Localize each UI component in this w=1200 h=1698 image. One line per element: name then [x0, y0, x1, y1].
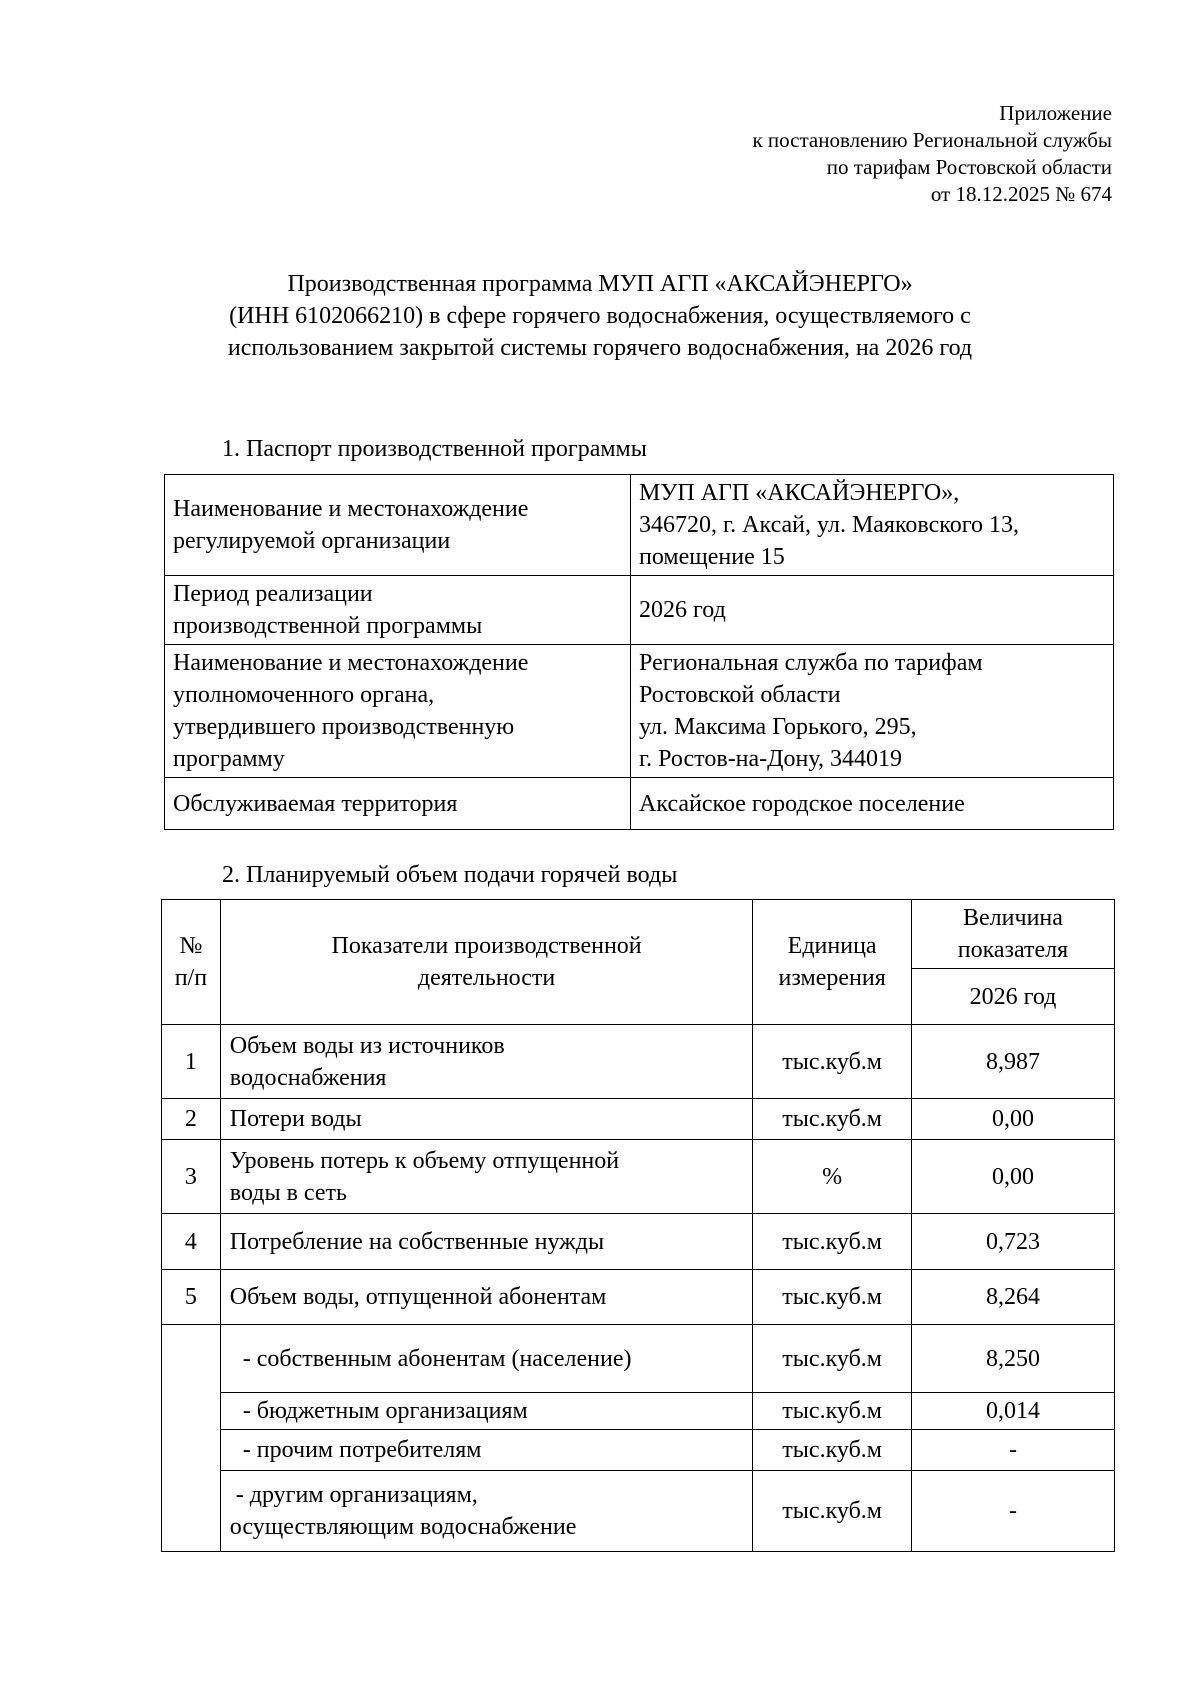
row-value: 0,00	[911, 1140, 1114, 1214]
cell-line: осуществляющим водоснабжение	[229, 1514, 577, 1540]
cell-line: Потери воды	[229, 1106, 362, 1132]
cell-line: - бюджетным организациям	[236, 1398, 528, 1424]
cell-line: Ростовской области	[639, 682, 841, 708]
cell-line: Наименование и местонахождение	[173, 496, 529, 522]
subrow-indicator	[220, 1393, 753, 1430]
cell-line: программу	[173, 746, 285, 772]
cell-line: помещение 15	[639, 544, 785, 570]
row-unit: тыс.куб.м	[753, 1270, 912, 1325]
row-indicator	[220, 1214, 753, 1270]
row-indicator	[220, 1099, 753, 1140]
table-subrow	[162, 1471, 1115, 1552]
cell-line: - другим организациям,	[229, 1482, 478, 1508]
cell-line: Уровень потерь к объему отпущенной	[229, 1147, 620, 1174]
row-value: 0,00	[911, 1099, 1114, 1140]
table-row	[162, 1214, 1115, 1270]
row-value: 8,264	[911, 1270, 1114, 1325]
cell-line: - собственным абонентам (население)	[236, 1345, 632, 1372]
cell-line: 346720, г. Аксай, ул. Маяковского 13,	[639, 512, 1019, 538]
table-row	[165, 778, 1114, 830]
appendix-line: по тарифам Ростовской области	[826, 155, 1112, 179]
table-row	[165, 475, 1114, 576]
cell-line: Величина	[963, 905, 1063, 931]
cell-line: МУП АГП «АКСАЙЭНЕРГО»,	[639, 480, 960, 506]
cell-line: Период реализации	[173, 581, 373, 607]
cell-line: деятельности	[417, 965, 556, 991]
subrow-indicator	[220, 1325, 753, 1393]
title-line: использованием закрытой системы горячего водоснабжения, на 2026 год	[227, 335, 973, 361]
subrow-unit: тыс.куб.м	[753, 1393, 912, 1430]
header-num	[162, 900, 221, 1025]
cell-line: Показатели производственной	[331, 933, 642, 959]
passport-label	[165, 645, 631, 778]
table-subrow	[162, 1430, 1115, 1471]
cell-line: Объем воды, отпущенной абонентам	[229, 1284, 607, 1310]
cell-line: 2026 год	[639, 597, 726, 623]
cell-line: показателя	[957, 937, 1069, 963]
table-row	[162, 1270, 1115, 1325]
table-subrow	[162, 1393, 1115, 1430]
passport-label	[165, 576, 631, 645]
empty-num-cell	[162, 1325, 221, 1552]
title-line: (ИНН 6102066210) в сфере горячего водоснабжения, осуществляемого с	[229, 303, 971, 329]
cell-line: Потребление на собственные нужды	[229, 1228, 605, 1255]
subrow-indicator	[220, 1430, 753, 1471]
section-1-title: 1. Паспорт производственной программы	[222, 436, 647, 462]
passport-value	[631, 475, 1114, 576]
subrow-value: 8,250	[911, 1325, 1114, 1393]
row-value: 0,723	[911, 1214, 1114, 1270]
table-row	[165, 645, 1114, 778]
cell-line: ул. Максима Горького, 295,	[639, 714, 917, 740]
passport-label	[165, 475, 631, 576]
row-indicator	[220, 1140, 753, 1214]
section-2-title: 2. Планируемый объем подачи горячей воды	[222, 862, 678, 888]
appendix-line: к постановлению Региональной службы	[752, 128, 1112, 152]
cell-line: Объем воды из источников	[229, 1032, 505, 1059]
header-year: 2026 год	[911, 969, 1114, 1025]
row-unit: %	[753, 1140, 912, 1214]
cell-line: Единица	[787, 933, 877, 959]
row-indicator	[220, 1025, 753, 1099]
table-header-row	[162, 900, 1115, 969]
row-num: 5	[162, 1270, 221, 1325]
passport-label	[165, 778, 631, 830]
document-title	[150, 268, 1050, 364]
water-volume-table	[161, 899, 1115, 1552]
passport-value	[631, 645, 1114, 778]
cell-line: №	[179, 933, 203, 959]
title-line: Производственная программа МУП АГП «АКСАЙЭНЕРГО»	[287, 271, 913, 297]
cell-line: г. Ростов-на-Дону, 344019	[639, 746, 902, 772]
cell-line: Региональная служба по тарифам	[639, 650, 983, 676]
table-subrow	[162, 1325, 1115, 1393]
subrow-value: 0,014	[911, 1393, 1114, 1430]
cell-line: воды в сеть	[229, 1179, 347, 1206]
cell-line: Наименование и местонахождение	[173, 650, 529, 676]
appendix-line: от 18.12.2025 № 674	[930, 182, 1112, 206]
header-unit	[753, 900, 912, 1025]
row-num: 3	[162, 1140, 221, 1214]
row-unit: тыс.куб.м	[753, 1214, 912, 1270]
cell-line: Обслуживаемая территория	[173, 790, 458, 817]
cell-line: измерения	[778, 965, 886, 991]
subrow-indicator	[220, 1471, 753, 1552]
cell-line: производственной программы	[173, 613, 483, 639]
row-value: 8,987	[911, 1025, 1114, 1099]
subrow-unit: тыс.куб.м	[753, 1430, 912, 1471]
passport-table	[164, 474, 1114, 830]
table-row	[162, 1140, 1115, 1214]
row-indicator	[220, 1270, 753, 1325]
header-indicator	[220, 900, 753, 1025]
cell-line: водоснабжения	[229, 1064, 387, 1091]
row-num: 2	[162, 1099, 221, 1140]
table-row	[165, 576, 1114, 645]
cell-line: регулируемой организации	[173, 528, 451, 554]
cell-line: уполномоченного органа,	[173, 682, 435, 708]
cell-line: п/п	[174, 965, 208, 991]
appendix-line: Приложение	[999, 101, 1112, 125]
passport-value	[631, 778, 1114, 830]
subrow-unit: тыс.куб.м	[753, 1471, 912, 1552]
subrow-value: -	[911, 1430, 1114, 1471]
row-unit: тыс.куб.м	[753, 1099, 912, 1140]
subrow-unit: тыс.куб.м	[753, 1325, 912, 1393]
row-unit: тыс.куб.м	[753, 1025, 912, 1099]
row-num: 1	[162, 1025, 221, 1099]
cell-line: утвердившего производственную	[173, 714, 515, 740]
header-value	[911, 900, 1114, 969]
subrow-value: -	[911, 1471, 1114, 1552]
cell-line: - прочим потребителям	[236, 1437, 482, 1463]
appendix-header	[752, 100, 1112, 208]
table-row	[162, 1099, 1115, 1140]
passport-value	[631, 576, 1114, 645]
row-num: 4	[162, 1214, 221, 1270]
table-row	[162, 1025, 1115, 1099]
cell-line: Аксайское городское поселение	[639, 790, 965, 817]
